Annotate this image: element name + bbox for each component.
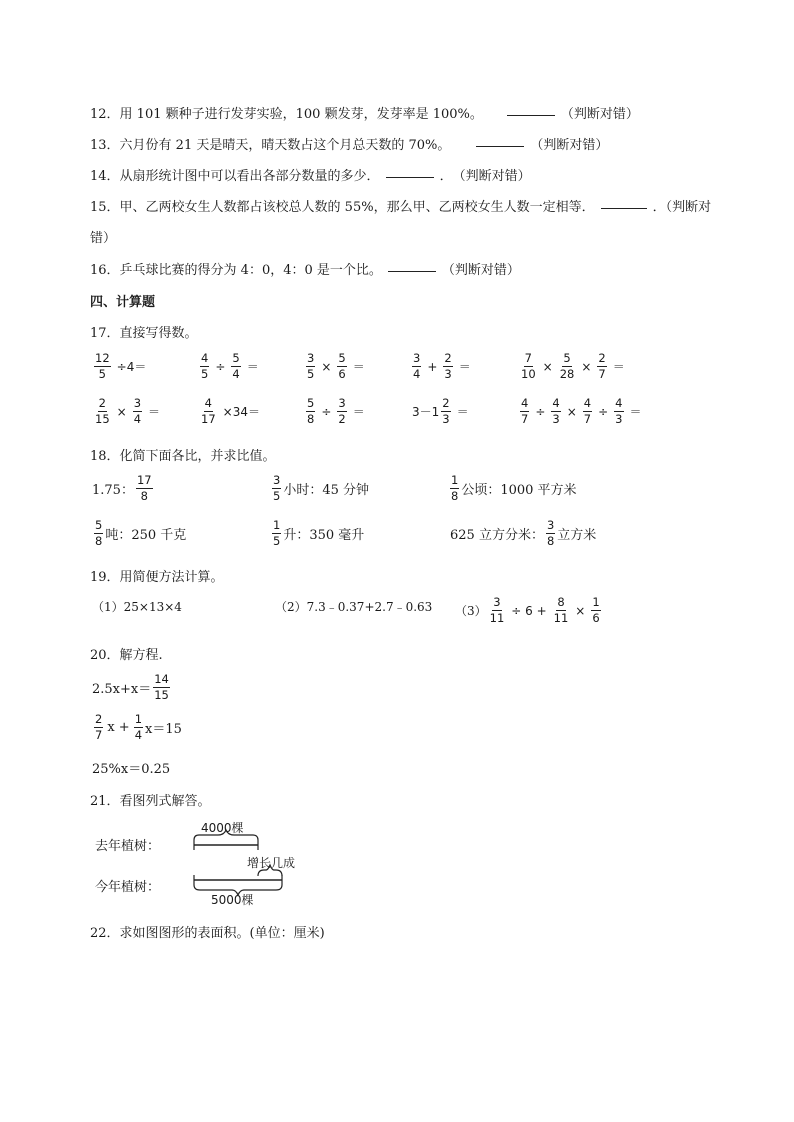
calc-item: $\frac{3}{5}$ × $\frac{5}{6}$ ＝ — [307, 351, 365, 381]
fraction: $\frac{4}{5}$ — [201, 351, 209, 381]
fraction: $\frac{5}{8}$ — [95, 518, 103, 548]
bottom-amount-label: 5000棵 — [211, 893, 254, 907]
fraction: $\frac{3}{4}$ — [133, 396, 142, 426]
fraction: $\frac{5}{6}$ — [338, 351, 346, 381]
fraction: $\frac{4}{7}$ — [583, 396, 592, 426]
fraction: $\frac{4}{3}$ — [552, 396, 560, 426]
question-17: 17．直接写得数。 — [90, 326, 198, 341]
fraction: $\frac{4}{17}$ — [201, 396, 216, 426]
fraction: $\frac{3}{4}$ — [413, 351, 421, 381]
equation: 2.5x+x＝ $\frac{14}{15}$ — [92, 672, 169, 702]
calc-item: $\frac{12}{5}$ ÷4＝ — [95, 351, 147, 381]
calc-item: $\frac{4}{7}$ ÷ $\frac{4}{3}$ × $\frac{4}{7}$ ÷ $\frac{4}{3}$ ＝ — [521, 396, 642, 426]
line-segment-diagram — [180, 828, 320, 898]
question-19: 19．用简便方法计算。 — [90, 570, 224, 585]
fraction: $\frac{17}{8}$ — [136, 473, 152, 503]
calc-item: 3－1 $\frac{2}{3}$ ＝ — [412, 396, 469, 426]
question-12: 12．用 101 颗种子进行发芽实验，100 颗发芽，发芽率是 100%。 （判断对错） — [90, 107, 639, 122]
question-13: 13．六月份有 21 天是晴天，晴天数占这个月总天数的 70%。 （判断对错） — [90, 138, 609, 153]
top-amount-label: 4000棵 — [201, 821, 244, 835]
fraction: $\frac{4}{3}$ — [615, 396, 623, 426]
fraction: $\frac{8}{11}$ — [553, 595, 569, 625]
section-heading: 四、计算题 — [90, 295, 156, 310]
calc-item: （2）7.3﹣0.37+2.7﹣0.63 — [275, 600, 433, 614]
fraction: $\frac{3}{11}$ — [489, 595, 505, 625]
fraction: $\frac{2}{7}$ — [95, 712, 103, 742]
fraction: $\frac{7}{10}$ — [521, 351, 536, 381]
answer-blank[interactable] — [388, 270, 436, 272]
calc-item: $\frac{3}{4}$ + $\frac{2}{3}$ ＝ — [413, 351, 471, 381]
question-14: 14．从扇形统计图中可以看出各部分数量的多少． ． （判断对错） — [90, 169, 531, 184]
fraction: $\frac{2}{3}$ — [442, 396, 450, 426]
growth-label: 增长几成 — [247, 856, 296, 870]
fraction: $\frac{1}{4}$ — [134, 712, 143, 742]
fraction: $\frac{12}{5}$ — [95, 351, 110, 381]
fraction: $\frac{2}{15}$ — [95, 396, 110, 426]
ratio-item: $\frac{1}{5}$ 升：350 毫升 — [273, 518, 365, 548]
calc-item: $\frac{5}{8}$ ÷ $\frac{3}{2}$ ＝ — [307, 396, 365, 426]
fraction: $\frac{14}{15}$ — [154, 672, 169, 702]
question-18: 18．化简下面各比，并求比值。 — [90, 449, 276, 464]
question-15-cont: 错） — [90, 231, 117, 246]
label-last-year: 去年植树： — [95, 839, 161, 854]
answer-blank[interactable] — [601, 207, 647, 209]
ratio-item: 625 立方分米： $\frac{3}{8}$ 立方米 — [450, 518, 597, 548]
calc-item: （1）25×13×4 — [92, 600, 182, 614]
calc-item: $\frac{2}{15}$ × $\frac{3}{4}$ ＝ — [95, 396, 161, 426]
calc-item: $\frac{4}{5}$ ÷ $\frac{5}{4}$ ＝ — [201, 351, 259, 381]
calc-item: $\frac{4}{17}$ ×34＝ — [201, 396, 260, 426]
answer-blank[interactable] — [386, 176, 434, 178]
fraction: $\frac{2}{3}$ — [444, 351, 452, 381]
answer-blank[interactable] — [507, 114, 555, 116]
label-this-year: 今年植树： — [95, 880, 161, 895]
fraction: $\frac{3}{5}$ — [307, 351, 315, 381]
question-16: 16．乒乓球比赛的得分为 4：0，4：0 是一个比。 （判断对错） — [90, 263, 520, 278]
top-brace — [194, 830, 258, 840]
ratio-item: $\frac{1}{8}$ 公顷：1000 平方米 — [451, 473, 577, 503]
fraction: $\frac{1}{8}$ — [451, 473, 459, 503]
ratio-item: 1.75： $\frac{17}{8}$ — [92, 473, 152, 503]
ratio-item: $\frac{5}{8}$ 吨：250 千克 — [95, 518, 187, 548]
question-20: 20．解方程. — [90, 648, 163, 663]
question-22: 22．求如图图形的表面积。(单位：厘米) — [90, 926, 325, 941]
growth-brace — [258, 865, 282, 876]
fraction: $\frac{2}{7}$ — [598, 351, 606, 381]
equation: $\frac{2}{7}$ x + $\frac{1}{4}$ x＝15 — [95, 712, 182, 742]
fraction: $\frac{5}{4}$ — [232, 351, 240, 381]
ratio-item: $\frac{3}{5}$ 小时：45 分钟 — [273, 473, 370, 503]
fraction: $\frac{3}{2}$ — [338, 396, 346, 426]
fraction: $\frac{5}{8}$ — [307, 396, 315, 426]
fraction: $\frac{1}{5}$ — [273, 518, 281, 548]
fraction: $\frac{1}{6}$ — [592, 595, 600, 625]
equation: 25%x＝0.25 — [92, 762, 171, 777]
answer-blank[interactable] — [476, 145, 524, 147]
fraction: $\frac{3}{8}$ — [546, 518, 555, 548]
bottom-brace — [194, 885, 282, 895]
fraction: $\frac{4}{7}$ — [521, 396, 529, 426]
calc-item: （3） $\frac{3}{11}$ ÷ 6 + $\frac{8}{11}$ × $\frac{1}{6}$ — [455, 595, 600, 625]
fraction: $\frac{5}{28}$ — [559, 351, 575, 381]
question-15: 15．甲、乙两校女生人数都占该校总人数的 55%，那么甲、乙两校女生人数一定相等． ．（判断对 — [90, 200, 712, 215]
fraction: $\frac{3}{5}$ — [273, 473, 281, 503]
question-21: 21．看图列式解答。 — [90, 794, 211, 809]
calc-item: $\frac{7}{10}$ × $\frac{5}{28}$ × $\frac{2}{7}$ ＝ — [521, 351, 625, 381]
